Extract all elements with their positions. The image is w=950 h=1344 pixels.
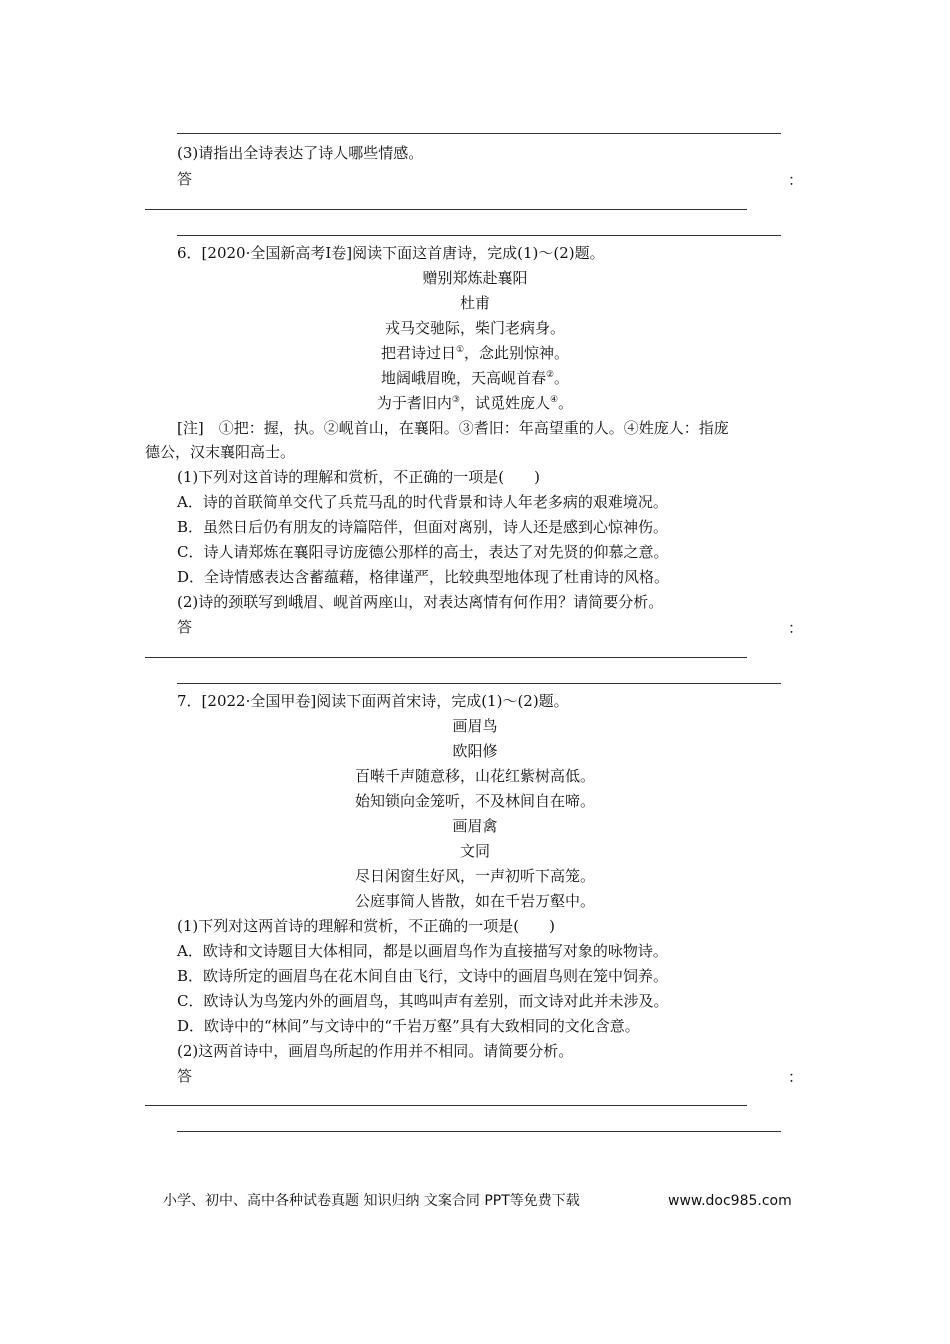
q6-poem-line: 把君诗过日①，念此别惊神。	[380, 344, 570, 362]
answer-line	[177, 683, 781, 684]
q6-poem-line: 戎马交驰际，柴门老病身。	[384, 319, 565, 337]
q7-answer-colon: ：	[788, 1068, 804, 1086]
footnote-marker: ④	[550, 395, 559, 405]
q7-header: 7．[2022·全国甲卷]阅读下面两首宋诗，完成(1)～(2)题。	[177, 692, 569, 710]
q7-option-b: B．欧诗所定的画眉鸟在花木间自由飞行，文诗中的画眉鸟则在笼中饲养。	[177, 967, 669, 985]
q7-poem2-title: 画眉禽	[452, 817, 498, 835]
q6-option-b: B．虽然日后仍有朋友的诗篇陪伴，但面对离别，诗人还是感到心惊神伤。	[177, 518, 669, 536]
q6-poem-line: 为于耆旧内③，试觅姓庞人④。	[376, 394, 574, 412]
q7-poem2-poet: 文同	[459, 842, 490, 860]
q6-poet: 杜甫	[459, 294, 490, 312]
q6-poem-line: 地阔峨眉晚，天高岘首春②。	[380, 369, 570, 387]
q7-sub2-question: (2)这两首诗中，画眉鸟所起的作用并不相同。请简要分析。	[177, 1042, 574, 1060]
q6-sub1-question: (1)下列对这首诗的理解和赏析，不正确的一项是( )	[177, 468, 540, 486]
q7-poem2-line: 公庭事简人皆散，如在千岩万壑中。	[354, 892, 595, 910]
q6-option-d: D．全诗情感表达含蓄蕴藉，格律谨严，比较典型地体现了杜甫诗的风格。	[177, 568, 670, 586]
q6-answer-colon: ：	[788, 619, 804, 637]
answer-line	[177, 235, 781, 236]
q7-poem2-line: 尽日闲窗生好风，一声初听下高笼。	[354, 867, 595, 885]
footnote-marker: ③	[451, 395, 460, 405]
q6-sub2-question: (2)诗的颈联写到峨眉、岘首两座山，对表达离情有何作用？请简要分析。	[177, 593, 664, 611]
q7-poem1-title: 画眉鸟	[452, 717, 498, 735]
q7-sub1-question: (1)下列对这两首诗的理解和赏析，不正确的一项是( )	[177, 917, 555, 935]
q6-annotation: [注] ①把：握，执。②岘首山，在襄阳。③耆旧：年高望重的人。④姓庞人：指庞	[177, 419, 729, 437]
q6-option-a: A．诗的首联简单交代了兵荒马乱的时代背景和诗人年老多病的艰难境况。	[177, 493, 668, 511]
q7-poem1-line: 百啭千声随意移，山花红紫树高低。	[354, 767, 595, 785]
q7-option-a: A．欧诗和文诗题目大体相同，都是以画眉鸟作为直接描写对象的咏物诗。	[177, 942, 668, 960]
footer-text: 小学、初中、高中各种试卷真题 知识归纳 文案合同 PPT等免费下载	[163, 1193, 580, 1209]
q6-poem-title: 赠别郑炼赴襄阳	[422, 269, 528, 287]
answer-line	[145, 657, 747, 658]
q6-header: 6．[2020·全国新高考Ⅰ卷]阅读下面这首唐诗，完成(1)～(2)题。	[177, 244, 605, 262]
footer-site-link[interactable]: www.doc985.com	[668, 1193, 792, 1209]
footnote-marker: ①	[455, 345, 465, 355]
answer-line	[145, 209, 747, 210]
q7-poem1-poet: 欧阳修	[452, 742, 498, 760]
q6-annotation-cont: 德公，汉末襄阳高士。	[145, 443, 296, 461]
answer-line	[145, 1105, 747, 1106]
q6-option-c: C．诗人请郑炼在襄阳寻访庞德公那样的高士，表达了对先贤的仰慕之意。	[177, 543, 669, 561]
q7-poem1-line: 始知锁向金笼听，不及林间自在啼。	[354, 792, 595, 810]
q7-option-c: C．欧诗认为鸟笼内外的画眉鸟，其鸣叫声有差别，而文诗对此并未涉及。	[177, 992, 669, 1010]
answer-line	[177, 133, 781, 134]
answer-line	[177, 1131, 781, 1132]
q5-answer-label: 答	[177, 170, 193, 188]
q5-answer-colon: ：	[788, 171, 804, 189]
q5-sub3-question: (3)请指出全诗表达了诗人哪些情感。	[177, 144, 424, 162]
q6-answer-label: 答	[177, 618, 193, 636]
q7-answer-label: 答	[177, 1067, 193, 1085]
footnote-marker: ②	[545, 370, 555, 380]
q7-option-d: D．欧诗中的“林间”与文诗中的“千岩万壑”具有大致相同的文化含意。	[177, 1017, 640, 1035]
